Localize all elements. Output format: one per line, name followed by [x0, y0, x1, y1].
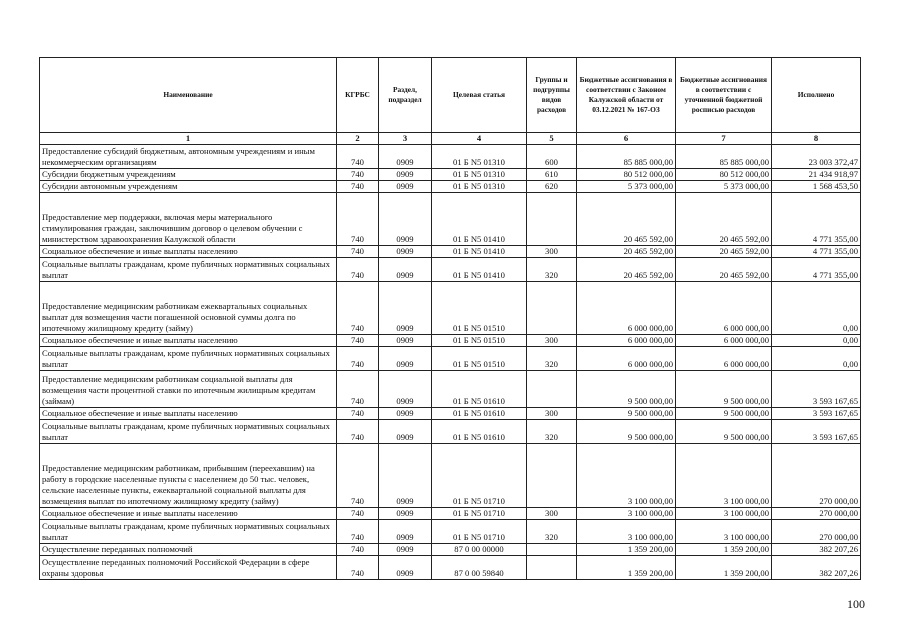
column-number-row [40, 133, 861, 145]
table-cell-law-allocation: 9 500 000,00 [577, 420, 676, 444]
table-cell-executed: 382 207,26 [772, 556, 861, 580]
table-cell-law-allocation: 3 100 000,00 [577, 444, 676, 508]
table-cell-executed: 4 771 355,00 [772, 246, 861, 258]
table-cell-updated-allocation: 3 100 000,00 [676, 444, 772, 508]
table-cell-group: 320 [527, 420, 577, 444]
table-row [40, 420, 861, 444]
table-cell-name: Социальные выплаты гражданам, кроме публичных нормативных социальных выплат [40, 258, 337, 282]
table-body [40, 145, 861, 580]
table-cell-kgrbs: 740 [337, 335, 379, 347]
table-cell-law-allocation: 6 000 000,00 [577, 282, 676, 335]
table-cell-target: 01 Б N5 01510 [432, 282, 527, 335]
table-cell-group: 300 [527, 408, 577, 420]
table-cell-target: 01 Б N5 01310 [432, 181, 527, 193]
table-cell-kgrbs: 740 [337, 347, 379, 371]
table-cell-name: Социальные выплаты гражданам, кроме публичных нормативных социальных выплат [40, 347, 337, 371]
table-cell-executed: 0,00 [772, 347, 861, 371]
table-cell-name: Осуществление переданных полномочий Российской Федерации в сфере охраны здоровья [40, 556, 337, 580]
table-cell-group [527, 556, 577, 580]
table-cell-kgrbs: 740 [337, 246, 379, 258]
column-number: 6 [577, 133, 676, 145]
table-cell-updated-allocation: 20 465 592,00 [676, 246, 772, 258]
table-cell-target: 01 Б N5 01410 [432, 258, 527, 282]
table-cell-section: 0909 [379, 145, 432, 169]
table-cell-group: 300 [527, 246, 577, 258]
table-cell-group: 600 [527, 145, 577, 169]
table-cell-kgrbs: 740 [337, 193, 379, 246]
table-cell-section: 0909 [379, 408, 432, 420]
table-row [40, 181, 861, 193]
table-cell-name: Осуществление переданных полномочий [40, 544, 337, 556]
header-expense-group: Группы и подгруппы видов расходов [527, 58, 577, 133]
table-cell-name: Социальное обеспечение и иные выплаты населению [40, 335, 337, 347]
table-cell-section: 0909 [379, 258, 432, 282]
table-cell-law-allocation: 9 500 000,00 [577, 408, 676, 420]
table-cell-group: 300 [527, 508, 577, 520]
table-cell-law-allocation: 6 000 000,00 [577, 347, 676, 371]
table-cell-group: 320 [527, 520, 577, 544]
table-cell-updated-allocation: 1 359 200,00 [676, 556, 772, 580]
column-number: 7 [676, 133, 772, 145]
table-cell-kgrbs: 740 [337, 544, 379, 556]
table-row [40, 193, 861, 246]
table-cell-kgrbs: 740 [337, 282, 379, 335]
table-cell-name: Субсидии автономным учреждениям [40, 181, 337, 193]
table-cell-target: 01 Б N5 01310 [432, 169, 527, 181]
column-number: 2 [337, 133, 379, 145]
page-number: 100 [847, 597, 865, 611]
table-cell-name: Социальное обеспечение и иные выплаты населению [40, 508, 337, 520]
header-name: Наименование [40, 58, 337, 133]
column-number: 3 [379, 133, 432, 145]
table-cell-name: Предоставление мер поддержки, включая меры материального стимулирования граждан, заключившим договор о целевом обучении с министерством здравоохранения Калужской области [40, 193, 337, 246]
table-cell-group [527, 282, 577, 335]
header-executed: Исполнено [772, 58, 861, 133]
table-cell-executed: 23 003 372,47 [772, 145, 861, 169]
table-cell-group: 320 [527, 258, 577, 282]
table-row [40, 544, 861, 556]
table-cell-kgrbs: 740 [337, 508, 379, 520]
table-row [40, 169, 861, 181]
table-cell-target: 01 Б N5 01710 [432, 508, 527, 520]
table-cell-target: 01 Б N5 01710 [432, 444, 527, 508]
table-cell-law-allocation: 1 359 200,00 [577, 556, 676, 580]
column-number: 4 [432, 133, 527, 145]
table-cell-group [527, 444, 577, 508]
table-cell-name: Предоставление медицинским работникам, прибывшим (переехавшим) на работу в городские населенные пункты с населением до 50 тыс. человек, сельские населенные пункты, ежеквартальной социальной выплаты для возмещения выплат по ипотечному жилищному кредиту (займу) [40, 444, 337, 508]
table-cell-section: 0909 [379, 444, 432, 508]
table-cell-group: 300 [527, 335, 577, 347]
table-row [40, 145, 861, 169]
table-header-row [40, 58, 861, 133]
table-cell-kgrbs: 740 [337, 408, 379, 420]
table-cell-law-allocation: 20 465 592,00 [577, 258, 676, 282]
table-cell-group [527, 544, 577, 556]
table-cell-updated-allocation: 6 000 000,00 [676, 335, 772, 347]
table-cell-law-allocation: 3 100 000,00 [577, 508, 676, 520]
table-row [40, 258, 861, 282]
table-cell-kgrbs: 740 [337, 371, 379, 408]
table-cell-section: 0909 [379, 371, 432, 408]
table-cell-name: Социальное обеспечение и иные выплаты населению [40, 408, 337, 420]
table-cell-section: 0909 [379, 169, 432, 181]
table-cell-target: 87 0 00 59840 [432, 556, 527, 580]
table-cell-law-allocation: 6 000 000,00 [577, 335, 676, 347]
table-row [40, 246, 861, 258]
table-cell-section: 0909 [379, 246, 432, 258]
table-cell-updated-allocation: 80 512 000,00 [676, 169, 772, 181]
table-row [40, 444, 861, 508]
table-cell-executed: 0,00 [772, 282, 861, 335]
table-cell-updated-allocation: 9 500 000,00 [676, 371, 772, 408]
header-kgrbs: КГРБС [337, 58, 379, 133]
table-cell-section: 0909 [379, 508, 432, 520]
table-cell-law-allocation: 3 100 000,00 [577, 520, 676, 544]
table-cell-kgrbs: 740 [337, 258, 379, 282]
table-cell-section: 0909 [379, 193, 432, 246]
table-cell-group: 620 [527, 181, 577, 193]
table-cell-name: Социальное обеспечение и иные выплаты населению [40, 246, 337, 258]
table-cell-group [527, 193, 577, 246]
table-cell-law-allocation: 20 465 592,00 [577, 193, 676, 246]
table-cell-executed: 270 000,00 [772, 508, 861, 520]
table-cell-target: 01 Б N5 01410 [432, 246, 527, 258]
table-cell-law-allocation: 1 359 200,00 [577, 544, 676, 556]
header-updated-allocation: Бюджетные ассигнования в соответствии с уточненной бюджетной росписью расходов [676, 58, 772, 133]
table-cell-executed: 1 568 453,50 [772, 181, 861, 193]
table-cell-executed: 0,00 [772, 335, 861, 347]
table-cell-section: 0909 [379, 347, 432, 371]
table-cell-kgrbs: 740 [337, 444, 379, 508]
table-cell-name: Предоставление медицинским работникам социальной выплаты для возмещения части процентной ставки по ипотечным жилищным кредитам (займам) [40, 371, 337, 408]
column-number: 1 [40, 133, 337, 145]
table-cell-target: 01 Б N5 01610 [432, 408, 527, 420]
table-cell-executed: 270 000,00 [772, 444, 861, 508]
table-cell-name: Предоставление субсидий бюджетным, автономным учреждениям и иным некоммерческим организациям [40, 145, 337, 169]
table-cell-executed: 3 593 167,65 [772, 408, 861, 420]
table-cell-group: 610 [527, 169, 577, 181]
table-cell-section: 0909 [379, 544, 432, 556]
table-cell-target: 01 Б N5 01610 [432, 371, 527, 408]
table-cell-target: 01 Б N5 01510 [432, 335, 527, 347]
table-cell-kgrbs: 740 [337, 420, 379, 444]
table-cell-name: Субсидии бюджетным учреждениям [40, 169, 337, 181]
table-cell-executed: 4 771 355,00 [772, 258, 861, 282]
table-cell-target: 87 0 00 00000 [432, 544, 527, 556]
table-cell-section: 0909 [379, 181, 432, 193]
table-row [40, 556, 861, 580]
header-law-allocation: Бюджетные ассигнования в соответствии с Законом Калужской области от 03.12.2021 № 167-ОЗ [577, 58, 676, 133]
table-cell-law-allocation: 80 512 000,00 [577, 169, 676, 181]
table-cell-executed: 3 593 167,65 [772, 420, 861, 444]
table-cell-law-allocation: 5 373 000,00 [577, 181, 676, 193]
table-row [40, 508, 861, 520]
table-cell-updated-allocation: 6 000 000,00 [676, 347, 772, 371]
table-cell-updated-allocation: 9 500 000,00 [676, 420, 772, 444]
table-cell-kgrbs: 740 [337, 181, 379, 193]
table-cell-target: 01 Б N5 01310 [432, 145, 527, 169]
table-cell-law-allocation: 9 500 000,00 [577, 371, 676, 408]
table-row [40, 347, 861, 371]
column-number: 8 [772, 133, 861, 145]
table-cell-executed: 21 434 918,97 [772, 169, 861, 181]
table-cell-target: 01 Б N5 01710 [432, 520, 527, 544]
table-cell-executed: 4 771 355,00 [772, 193, 861, 246]
table-cell-target: 01 Б N5 01410 [432, 193, 527, 246]
table-cell-updated-allocation: 20 465 592,00 [676, 258, 772, 282]
table-cell-executed: 270 000,00 [772, 520, 861, 544]
table-cell-updated-allocation: 20 465 592,00 [676, 193, 772, 246]
table-cell-target: 01 Б N5 01610 [432, 420, 527, 444]
table-cell-section: 0909 [379, 282, 432, 335]
table-cell-updated-allocation: 3 100 000,00 [676, 508, 772, 520]
table-cell-updated-allocation: 9 500 000,00 [676, 408, 772, 420]
table-cell-updated-allocation: 5 373 000,00 [676, 181, 772, 193]
table-cell-kgrbs: 740 [337, 169, 379, 181]
table-cell-updated-allocation: 1 359 200,00 [676, 544, 772, 556]
table-cell-executed: 3 593 167,65 [772, 371, 861, 408]
table-cell-law-allocation: 20 465 592,00 [577, 246, 676, 258]
table-cell-executed: 382 207,26 [772, 544, 861, 556]
table-cell-kgrbs: 740 [337, 556, 379, 580]
table-cell-kgrbs: 740 [337, 520, 379, 544]
table-row [40, 282, 861, 335]
table-cell-target: 01 Б N5 01510 [432, 347, 527, 371]
table-row [40, 408, 861, 420]
table-cell-group [527, 371, 577, 408]
header-section: Раздел, подраздел [379, 58, 432, 133]
table-row [40, 371, 861, 408]
table-cell-law-allocation: 85 885 000,00 [577, 145, 676, 169]
table-cell-section: 0909 [379, 335, 432, 347]
table-cell-section: 0909 [379, 520, 432, 544]
table-row [40, 520, 861, 544]
table-cell-name: Предоставление медицинским работникам ежеквартальных социальных выплат для возмещения части погашенной основной суммы долга по ипотечному жилищному кредиту (займу) [40, 282, 337, 335]
table-cell-group: 320 [527, 347, 577, 371]
table-cell-updated-allocation: 85 885 000,00 [676, 145, 772, 169]
table-cell-name: Социальные выплаты гражданам, кроме публичных нормативных социальных выплат [40, 520, 337, 544]
table-cell-section: 0909 [379, 556, 432, 580]
column-number: 5 [527, 133, 577, 145]
table-cell-updated-allocation: 3 100 000,00 [676, 520, 772, 544]
budget-table [39, 57, 861, 580]
table-cell-section: 0909 [379, 420, 432, 444]
header-target: Целевая статья [432, 58, 527, 133]
table-cell-updated-allocation: 6 000 000,00 [676, 282, 772, 335]
table-cell-kgrbs: 740 [337, 145, 379, 169]
table-cell-name: Социальные выплаты гражданам, кроме публичных нормативных социальных выплат [40, 420, 337, 444]
table-row [40, 335, 861, 347]
